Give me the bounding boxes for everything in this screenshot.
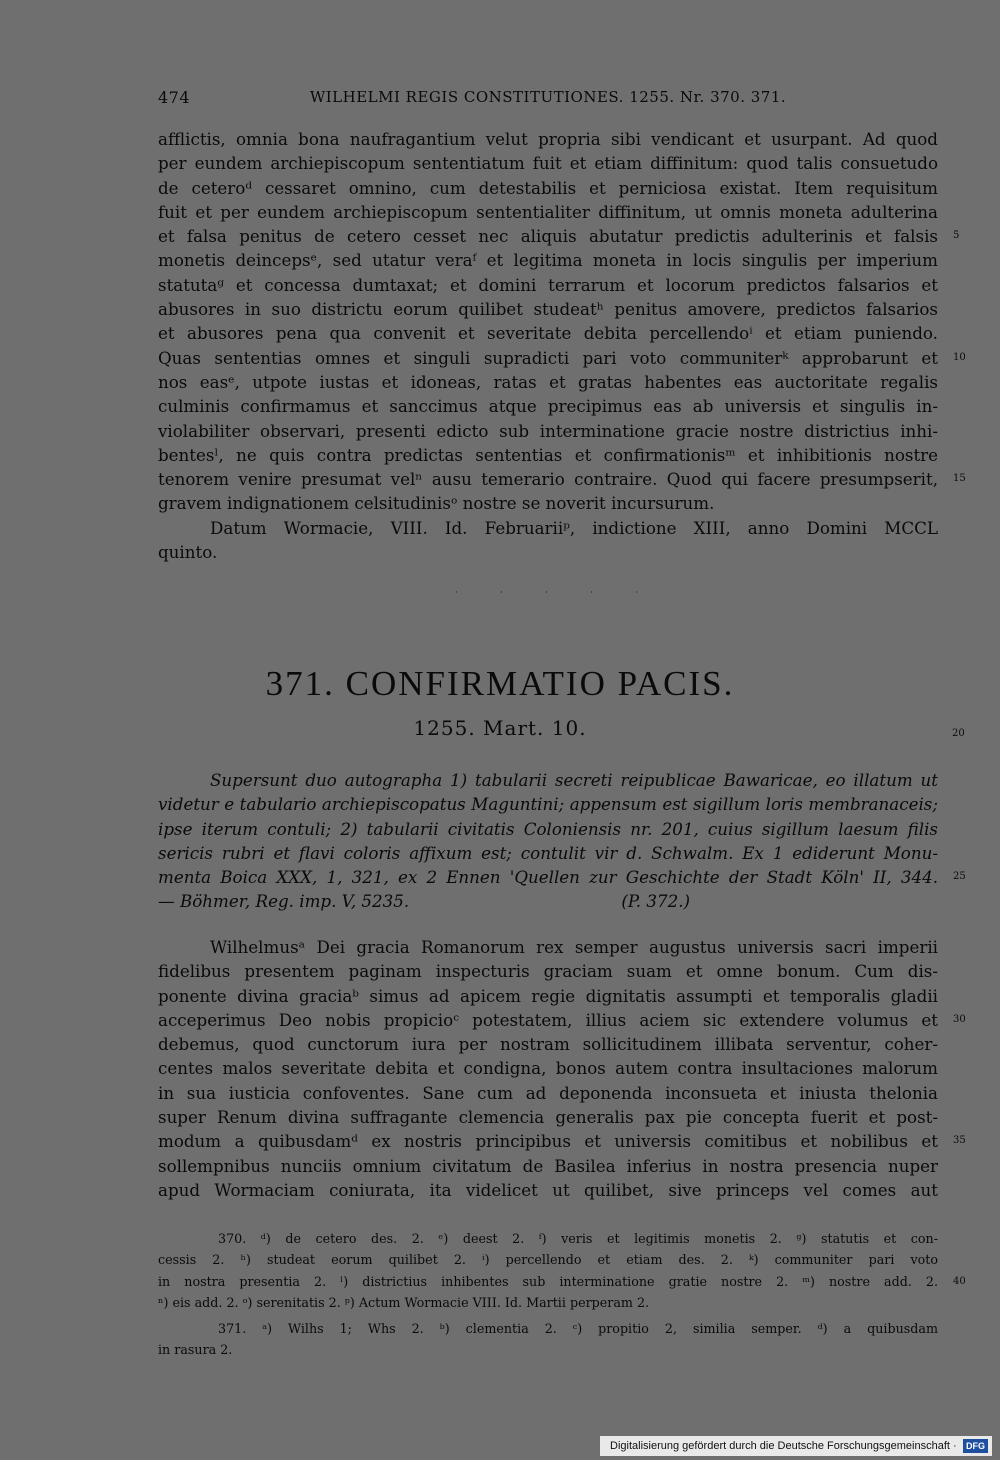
text-line: bentesˡ, ne quis contra predictas sententias et confirmationisᵐ et inhibitionis nostre <box>158 444 938 465</box>
section-separator: · · · · · <box>455 588 658 597</box>
line-number-15: 15 <box>953 473 966 485</box>
footnote-line: cessis 2. ʰ) studeat eorum quilibet 2. ⁱ) percellendo et etiam des. 2. ᵏ) communiter pari voto <box>158 1252 938 1268</box>
running-title: WILHELMI REGIS CONSTITUTIONES. 1255. Nr. 370. 371. <box>309 88 787 106</box>
intro-line-content: menta Boica XXX, 1, 321, ex 2 Ennen 'Quellen zur Geschichte der Stadt Köln' II, 344. <box>158 867 938 888</box>
body-line-content: acceperimus Deo nobis propicioᶜ potestatem, illius aciem sic extendere volumus et <box>158 1009 938 1030</box>
intro-line: videtur e tabulario archiepiscopatus Maguntini; appensum est sigillum loris membranaceis; <box>158 794 938 815</box>
intro-line: sericis rubri et flavi coloris affixum est; contulit vir d. Schwalm. Ex 1 ediderunt Monu- <box>158 842 938 863</box>
text-line-content: et falsa penitus de cetero cesset nec aliquis abutatur predictis adulterinis et falsis <box>158 226 938 247</box>
body-line: debemus, quod cunctorum iura per nostram sollicitudinem illibata serventur, coher- <box>158 1034 938 1055</box>
page-number: 474 <box>158 88 191 107</box>
datum-line: quinto. <box>158 542 218 563</box>
text-line <box>158 224 960 248</box>
body-line <box>158 1129 966 1153</box>
footnotes <box>158 1228 966 1360</box>
line-number-35: 35 <box>953 1135 966 1147</box>
intro-text <box>158 768 966 914</box>
document-date: 1255. Mart. 10. <box>413 716 587 740</box>
text-line: monetis deincepsᵉ, sed utatur veraᶠ et legitima moneta in locis singulis per imperium <box>158 250 938 271</box>
body-line: fidelibus presentem paginam inspecturis graciam suam et omne bonum. Cum dis- <box>158 961 938 982</box>
datum-line: Datum Wormacie, VIII. Id. Februariiᵖ, indictione XIII, anno Domini MCCL <box>210 517 938 538</box>
footnote-line <box>158 1271 966 1292</box>
section-370-text <box>158 127 966 564</box>
footnote-line: 371. ᵃ) Wilhs 1; Whs 2. ᵇ) clementia 2. ᶜ) propitio 2, similia semper. ᵈ) a quibusdam <box>218 1320 938 1336</box>
body-line: apud Wormaciam coniurata, ita videlicet ut quilibet, sive princeps vel comes aut <box>158 1179 938 1200</box>
body-line: super Renum divina suffragante clemencia generalis pax pie concepta fuerit et post- <box>158 1107 938 1128</box>
text-line: culminis confirmamus et sanccimus atque precipimus eas ab universis et singulis in- <box>158 396 938 417</box>
text-line: et abusores pena qua convenit et severitate debita percellendoⁱ et etiam puniendo. <box>158 323 938 344</box>
line-number-30: 30 <box>953 1013 966 1025</box>
footer-credit: Digitalisierung gefördert durch die Deutsche Forschungsgemeinschaft · <box>610 1440 957 1452</box>
body-line: in sua iusticia confoventes. Sane cum ad deponenda inconsueta et iniusta thelonia <box>158 1082 938 1103</box>
page-header <box>158 88 938 112</box>
document-title: 371. CONFIRMATIO PACIS. <box>265 664 735 703</box>
body-line: centes malos severitate debita et condigna, bonos autem contra insultaciones malorum <box>158 1058 938 1079</box>
text-line: gravem indignationem celsitudinisᵒ nostre se noverit incursurum. <box>158 493 715 514</box>
line-number-40: 40 <box>953 1275 966 1287</box>
text-line-content: tenorem venire presumat velⁿ ausu temerario contraire. Quod qui facere presumpserit, <box>158 469 938 490</box>
digitization-footer <box>600 1436 992 1456</box>
text-line: violabiliter observari, presenti edicto sub interminatione gracie nostre districtius inhi- <box>158 420 938 441</box>
intro-line: ipse iterum contuli; 2) tabularii civitatis Coloniensis nr. 201, cuius sigillum laesum filis <box>158 818 938 839</box>
dfg-logo[interactable]: DFG <box>963 1439 988 1453</box>
text-line: per eundem archiepiscopum sententiatum fuit et etiam diffinitum: quod talis consuetudo <box>158 153 938 174</box>
document-body <box>158 935 966 1202</box>
body-line-content: modum a quibusdamᵈ ex nostris principibus et universis comitibus et nobilibus et <box>158 1131 938 1152</box>
intro-line <box>158 865 966 889</box>
intro-line: Supersunt duo autographa 1) tabularii secreti reipublicae Bawaricae, eo illatum ut <box>210 770 938 790</box>
footnote-line: in rasura 2. <box>158 1341 233 1357</box>
body-line: ponente divina graciaᵇ simus ad apicem regie dignitatis assumpti et temporalis gladii <box>158 985 938 1006</box>
line-number-10: 10 <box>953 351 966 363</box>
body-line <box>158 1008 966 1032</box>
footnote-line-content: in nostra presentia 2. ˡ) districtius inhibentes sub interminatione gratie nostre 2. ᵐ) nostre add. 2. <box>158 1273 938 1289</box>
intro-line: — Böhmer, Reg. imp. V, 5235. (P. 372.) <box>158 891 691 912</box>
text-line: de ceteroᵈ cessaret omnino, cum detestabilis et perniciosa existat. Item requisitum <box>158 177 938 198</box>
line-number-25: 25 <box>953 871 966 883</box>
text-line <box>158 467 966 491</box>
line-number-5: 5 <box>953 230 960 242</box>
body-line: Wilhelmusᵃ Dei gracia Romanorum rex semper augustus universis sacri imperii <box>210 937 938 957</box>
text-line: nos easᵉ, utpote iustas et idoneas, ratas et gratas habentes eas auctoritate regalis <box>158 371 938 392</box>
text-line: abusores in suo districtu eorum quilibet studeatʰ penitus amovere, predictos falsarios <box>158 299 938 320</box>
text-line: statutaᵍ et concessa dumtaxat; et domini terrarum et locorum predictos falsarios et <box>158 274 938 295</box>
body-line: sollempnibus nunciis omnium civitatum de Basilea inferius in nostra presencia nuper <box>158 1155 938 1176</box>
text-line <box>158 346 966 370</box>
text-line: afflictis, omnia bona naufragantium velut propria sibi vendicant et usurpant. Ad quod <box>158 129 938 149</box>
text-line-content: Quas sententias omnes et singuli supradicti pari voto communiterᵏ approbarunt et <box>158 347 938 368</box>
footnote-line: ⁿ) eis add. 2. ᵒ) serenitatis 2. ᵖ) Actum Wormacie VIII. Id. Martii perperam 2. <box>158 1295 650 1311</box>
line-number-20: 20 <box>952 728 965 739</box>
footnote-line: 370. ᵈ) de cetero des. 2. ᵉ) deest 2. ᶠ) veris et legitimis monetis 2. ᵍ) statutis et con- <box>218 1231 938 1246</box>
text-line: fuit et per eundem archiepiscopum sententialiter diffinitum, ut omnis moneta adulterina <box>158 201 938 222</box>
